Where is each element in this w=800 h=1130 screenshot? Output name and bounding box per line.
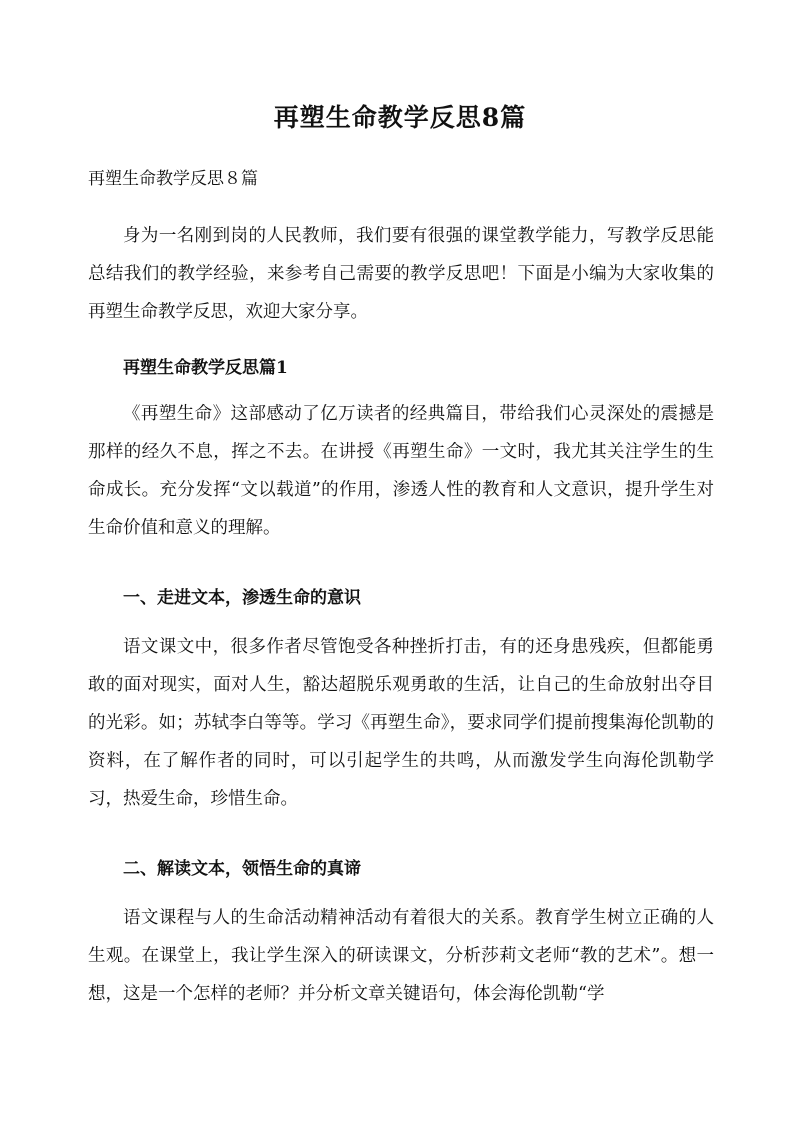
document-title: 再塑生命教学反思8篇 <box>273 103 527 132</box>
paragraph-3: 语文课程与人的生命活动精神活动有着很大的关系。教育学生树立正确的人生观。在课堂上，我让学生深入的研读课文，分析莎莉文老师“教的艺术”。想一想，这是一个怎样的老师？并分析文章关键语句，体会海伦凯勒“学 <box>88 908 714 1004</box>
section-title: 再塑生命教学反思篇1 <box>123 358 288 378</box>
paragraph-2: 语文课文中，很多作者尽管饱受各种挫折打击，有的还身患残疾，但都能勇敢的面对现实，面对人生，豁达超脱乐观勇敢的生活，让自己的生命放射出夺目的光彩。如；苏轼李白等等。学习《再塑生命》，要求同学们提前搜集海伦凯勒的资料，在了解作者的同时，可以引起学生的共鸣，从而激发学生向海伦凯勒学习，热爱生命，珍惜生命。 <box>88 637 714 809</box>
document-subtitle: 再塑生命教学反思８篇 <box>88 169 258 189</box>
heading-2: 二、解读文本，领悟生命的真谛 <box>123 859 361 879</box>
paragraph-1: 《再塑生命》这部感动了亿万读者的经典篇目，带给我们心灵深处的震撼是那样的经久不息，挥之不去。在讲授《再塑生命》一文时，我尤其关注学生的生命成长。充分发挥“文以载道”的作用，渗透人性的教育和人文意识，提升学生对生命价值和意义的理解。 <box>88 404 714 538</box>
intro-paragraph: 身为一名刚到岗的人民教师，我们要有很强的课堂教学能力，写教学反思能总结我们的教学经验，来参考自己需要的教学反思吧！下面是小编为大家收集的再塑生命教学反思，欢迎大家分享。 <box>88 226 714 322</box>
heading-1: 一、走进文本，渗透生命的意识 <box>123 588 361 608</box>
